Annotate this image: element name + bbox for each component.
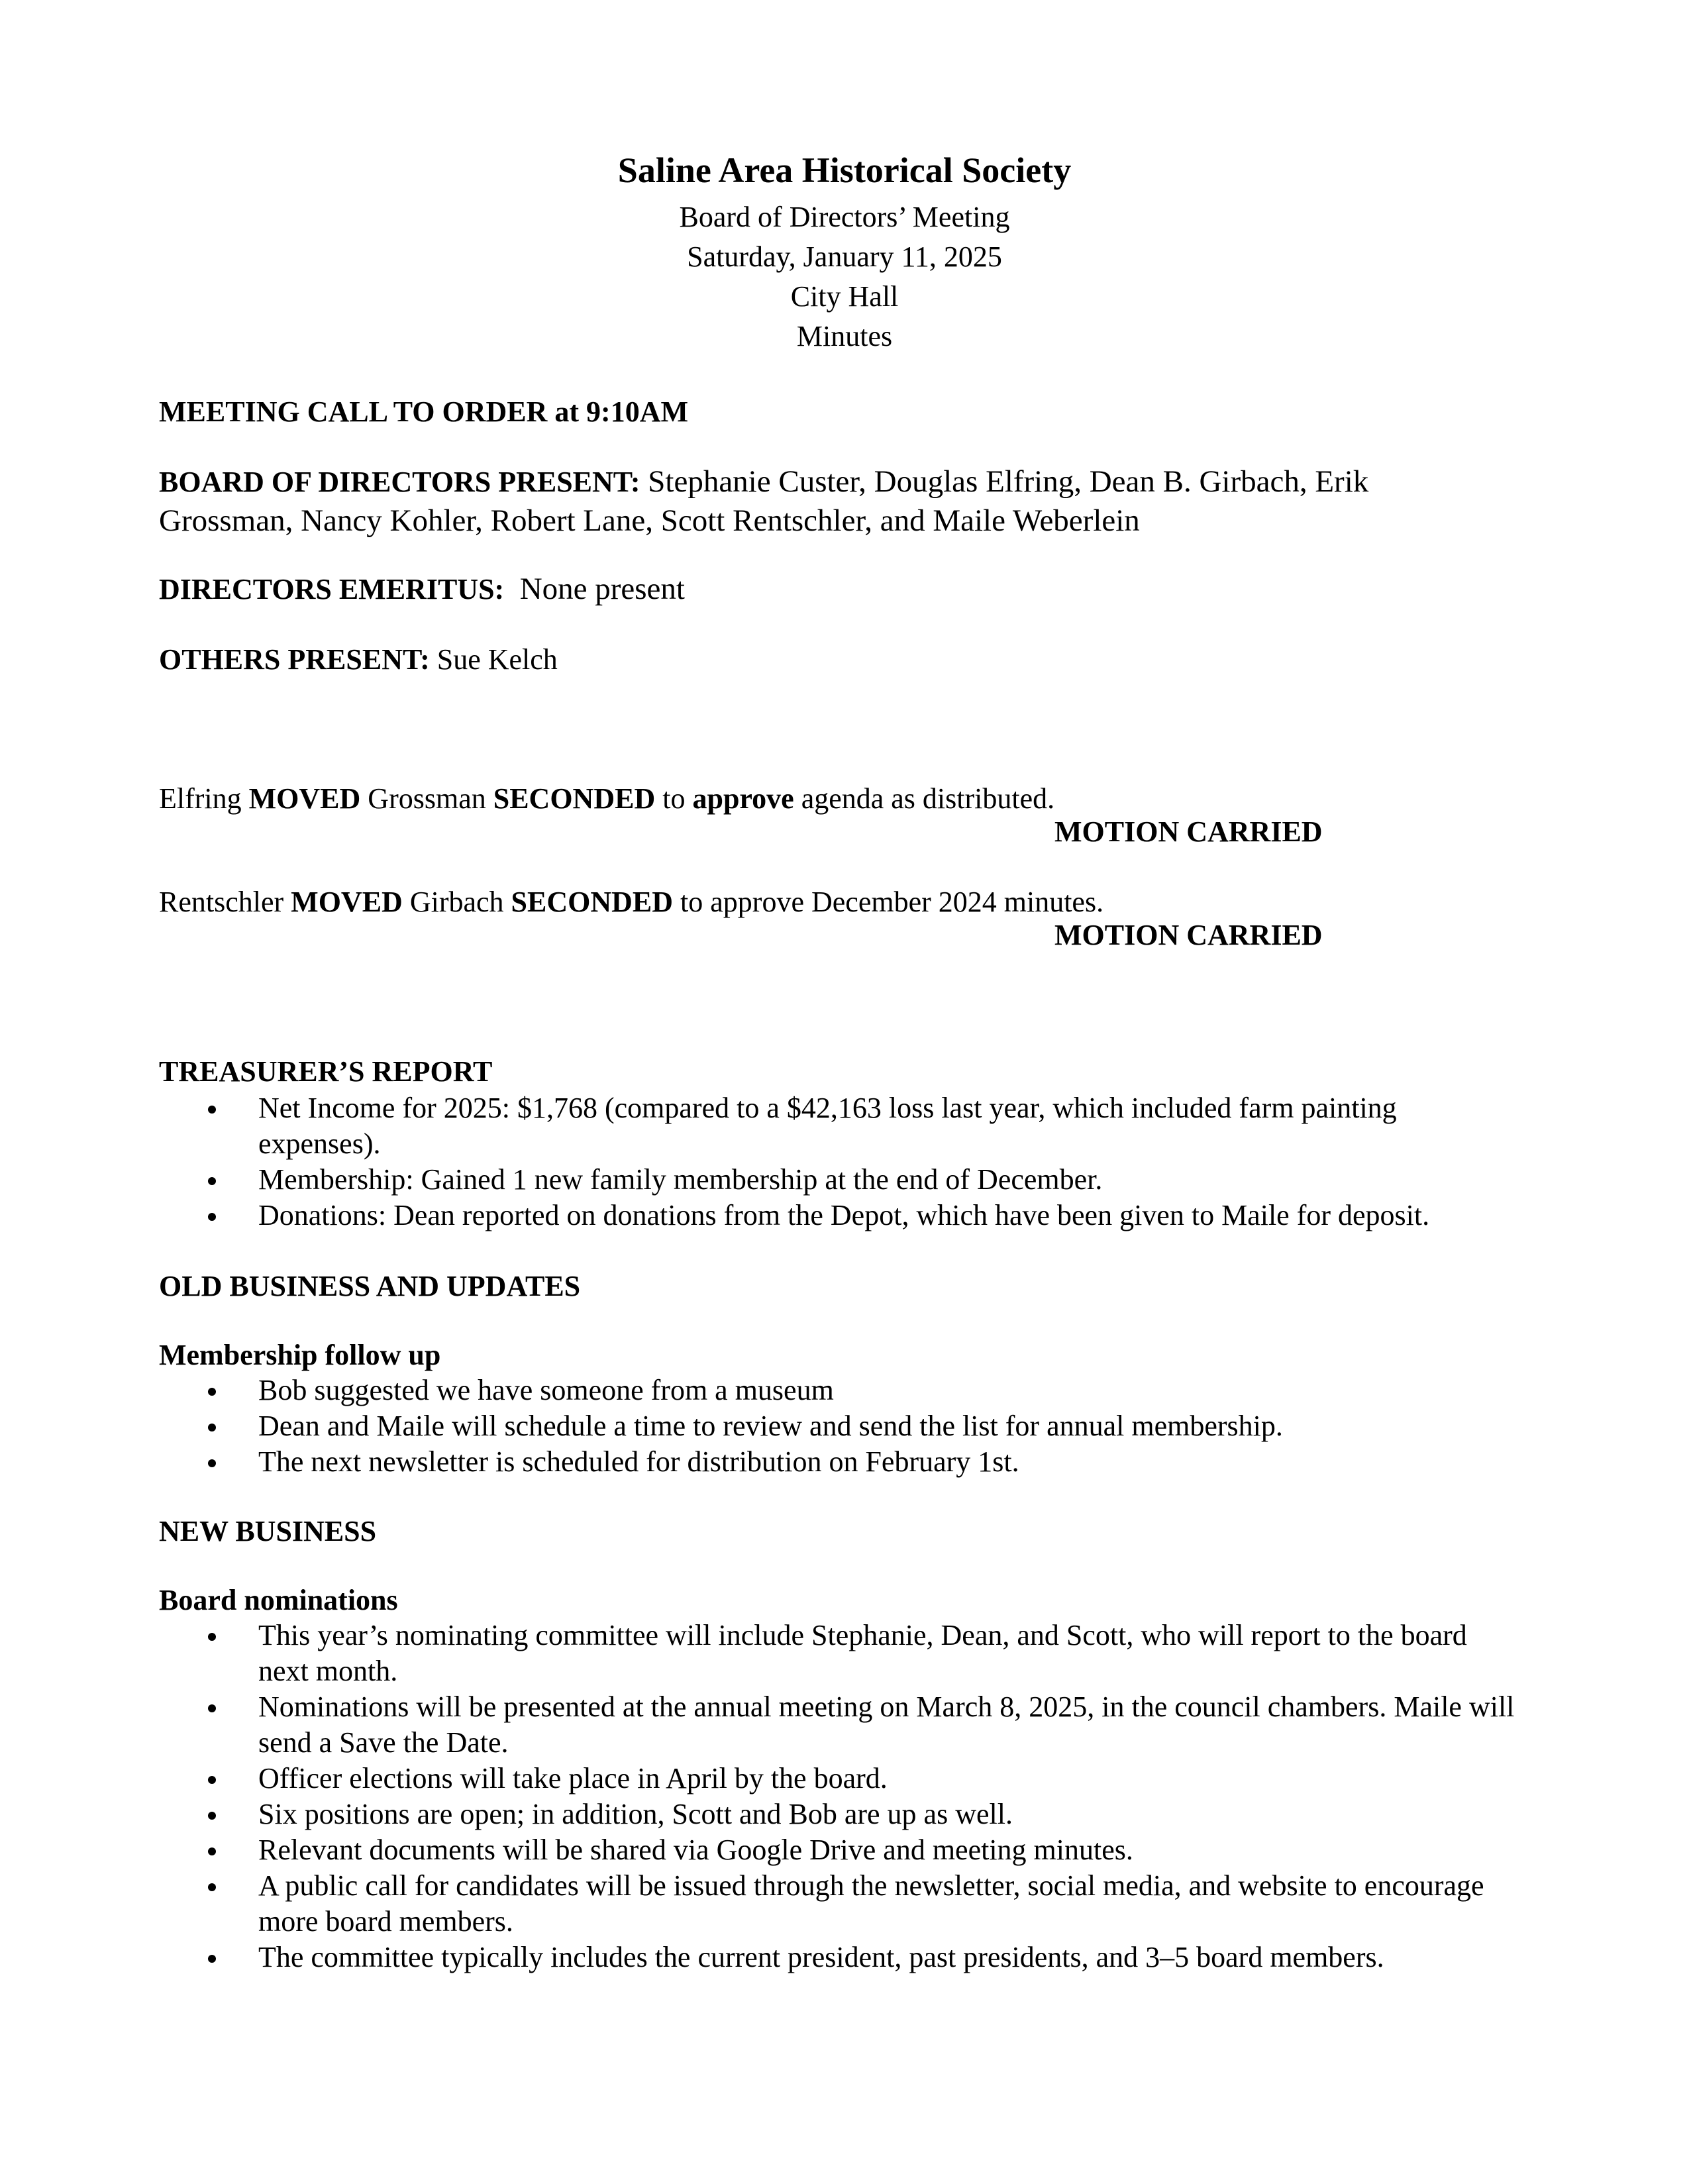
motion-approve-minutes bbox=[159, 884, 1103, 921]
motion-seconder: Girbach bbox=[402, 886, 511, 918]
treasurer-heading: TREASURER’S REPORT bbox=[159, 1055, 493, 1088]
old-business-heading: OLD BUSINESS AND UPDATES bbox=[159, 1270, 581, 1302]
directors-present-list-line1: Stephanie Custer, Douglas Elfring, Dean B. Girbach, Erik bbox=[640, 464, 1369, 499]
bullet-icon bbox=[208, 1213, 216, 1221]
motion-seconder: Grossman bbox=[360, 782, 493, 815]
motion-mover: Elfring bbox=[159, 782, 249, 815]
membership-subheading: Membership follow up bbox=[159, 1339, 441, 1371]
bullet-icon bbox=[208, 1106, 216, 1114]
list-item: Membership: Gained 1 new family membership at the end of December. bbox=[0, 1162, 1517, 1198]
directors-emeritus bbox=[159, 570, 685, 609]
nominations-subheading: Board nominations bbox=[159, 1584, 398, 1616]
moved-keyword: MOVED bbox=[248, 782, 361, 815]
new-business-heading: NEW BUSINESS bbox=[159, 1515, 377, 1547]
directors-emeritus-value: None present bbox=[504, 572, 685, 606]
motion-mover: Rentschler bbox=[159, 886, 291, 918]
bullet-icon bbox=[208, 1177, 216, 1185]
bullet-icon bbox=[208, 1424, 216, 1431]
moved-keyword: MOVED bbox=[291, 886, 403, 918]
directors-emeritus-label: DIRECTORS EMERITUS: bbox=[159, 573, 505, 605]
treasurer-list bbox=[0, 1090, 1517, 1233]
motion-text: agenda as distributed. bbox=[793, 782, 1055, 815]
bullet-icon bbox=[208, 1776, 216, 1784]
meeting-location: City Hall bbox=[790, 280, 899, 313]
list-item: Officer elections will take place in April by the board. bbox=[0, 1761, 1517, 1796]
motion-text: to approve December 2024 minutes. bbox=[673, 886, 1104, 918]
call-to-order: MEETING CALL TO ORDER at 9:10AM bbox=[159, 395, 689, 428]
old-business-list bbox=[0, 1373, 1517, 1480]
seconded-keyword: SECONDED bbox=[493, 782, 656, 815]
bullet-icon bbox=[208, 1955, 216, 1963]
bullet-icon bbox=[208, 1633, 216, 1641]
directors-present-label: BOARD OF DIRECTORS PRESENT: bbox=[159, 466, 640, 498]
bullet-icon bbox=[208, 1847, 216, 1855]
seconded-keyword: SECONDED bbox=[511, 886, 674, 918]
others-present-label: OTHERS PRESENT: bbox=[159, 643, 430, 676]
directors-present bbox=[159, 462, 1368, 540]
meeting-date: Saturday, January 11, 2025 bbox=[687, 240, 1002, 273]
document-type: Minutes bbox=[796, 320, 893, 352]
others-present bbox=[159, 641, 558, 678]
list-item: Relevant documents will be shared via Google Drive and meeting minutes. bbox=[0, 1832, 1517, 1868]
list-item: This year’s nominating committee will include Stephanie, Dean, and Scott, who will report to the board next month. bbox=[0, 1618, 1517, 1689]
list-item: Net Income for 2025: $1,768 (compared to a $42,163 loss last year, which included farm painting expenses). bbox=[0, 1090, 1517, 1162]
new-business-list bbox=[0, 1618, 1517, 1975]
motion-to: to bbox=[655, 782, 693, 815]
motion-approve-agenda bbox=[159, 780, 1054, 817]
list-item: Six positions are open; in addition, Scott and Bob are up as well. bbox=[0, 1796, 1517, 1832]
list-item: Donations: Dean reported on donations from the Depot, which have been given to Maile for deposit. bbox=[0, 1198, 1517, 1233]
meeting-name: Board of Directors’ Meeting bbox=[679, 201, 1010, 233]
list-item: Dean and Maile will schedule a time to review and send the list for annual membership. bbox=[0, 1408, 1517, 1444]
list-item: The next newsletter is scheduled for distribution on February 1st. bbox=[0, 1444, 1517, 1480]
bullet-icon bbox=[208, 1459, 216, 1467]
list-item: Bob suggested we have someone from a museum bbox=[0, 1373, 1517, 1408]
org-title: Saline Area Historical Society bbox=[617, 150, 1072, 190]
bullet-icon bbox=[208, 1388, 216, 1396]
motion-result: MOTION CARRIED bbox=[1054, 815, 1323, 848]
list-item: The committee typically includes the current president, past presidents, and 3–5 board members. bbox=[0, 1940, 1517, 1975]
directors-present-list-line2: Grossman, Nancy Kohler, Robert Lane, Scott Rentschler, and Maile Weberlein bbox=[159, 503, 1140, 538]
bullet-icon bbox=[208, 1704, 216, 1712]
bullet-icon bbox=[208, 1812, 216, 1820]
list-item: Nominations will be presented at the annual meeting on March 8, 2025, in the council chambers. Maile will send a Save the Date. bbox=[0, 1689, 1517, 1761]
approve-keyword: approve bbox=[692, 782, 794, 815]
bullet-icon bbox=[208, 1883, 216, 1891]
list-item: A public call for candidates will be issued through the newsletter, social media, and website to encourage more board members. bbox=[0, 1868, 1517, 1940]
motion-result: MOTION CARRIED bbox=[1054, 919, 1323, 951]
others-present-value: Sue Kelch bbox=[429, 643, 558, 676]
